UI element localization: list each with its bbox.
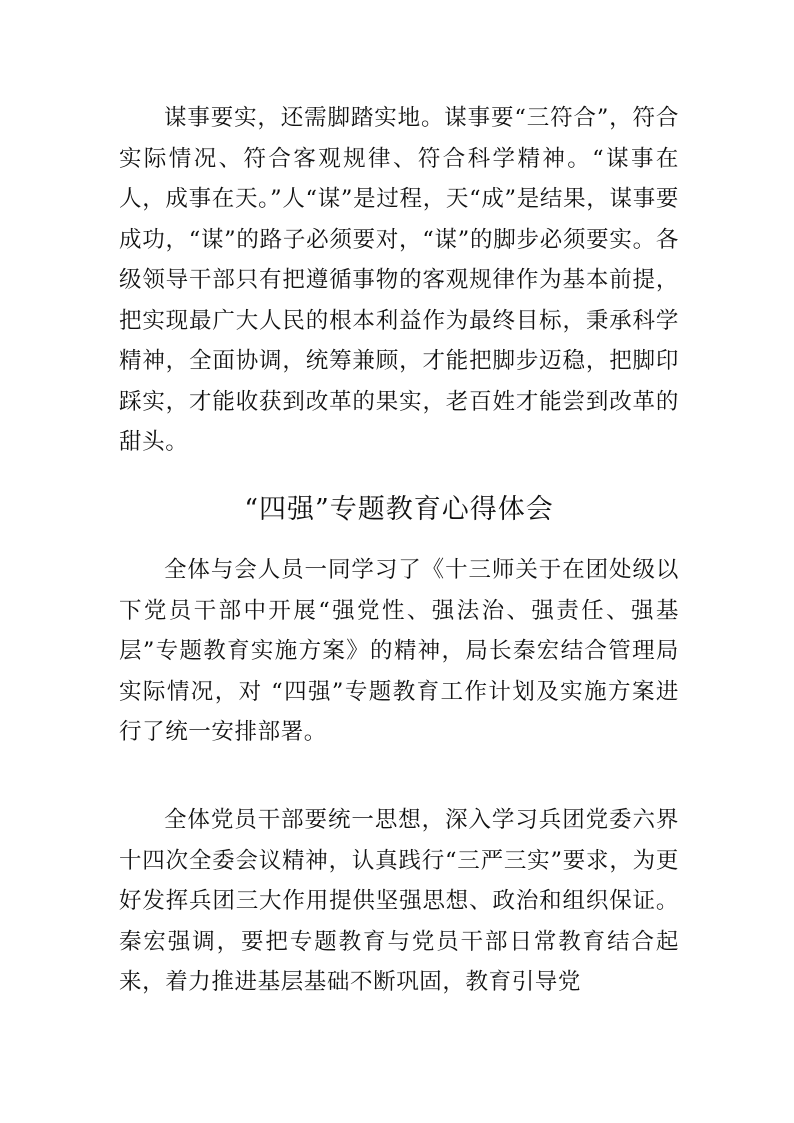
section-title: “四强”专题教育心得体会 [244,494,554,525]
body-paragraph-1: 谋事要实，还需脚踏实地。谋事要“三符合”，符合实际情况、符合客观规律、符合科学精神。“谋事在人，成事在天。”人“谋”是过程，天“成”是结果，谋事要成功，“谋”的路子必须要对，“谋”的脚步必须要实。各级领导干部只有把遵循事物的客观规律作为基本前提，把实现最广大人民的根本利益作为最终目标，秉承科学精神，全面协调，统筹兼顾，才能把脚步迈稳，把脚印踩实，才能收获到改革的果实，老百姓才能尝到改革的甜头。 [119,105,679,455]
body-paragraph-3: 全体党员干部要统一思想，深入学习兵团党委六界十四次全委会议精神，认真践行“三严三实”要求，为更好发挥兵团三大作用提供坚强思想、政治和组织保证。秦宏强调，要把专题教育与党员干部日常教育结合起来，着力推进基层基础不断巩固，教育引导党 [119,807,679,995]
body-paragraph-2: 全体与会人员一同学习了《十三师关于在团处级以下党员干部中开展“强党性、强法治、强责任、强基层”专题教育实施方案》的精神，局长秦宏结合管理局实际情况，对 “四强”专题教育工作计划及实施方案进行了统一安排部署。 [119,557,679,745]
